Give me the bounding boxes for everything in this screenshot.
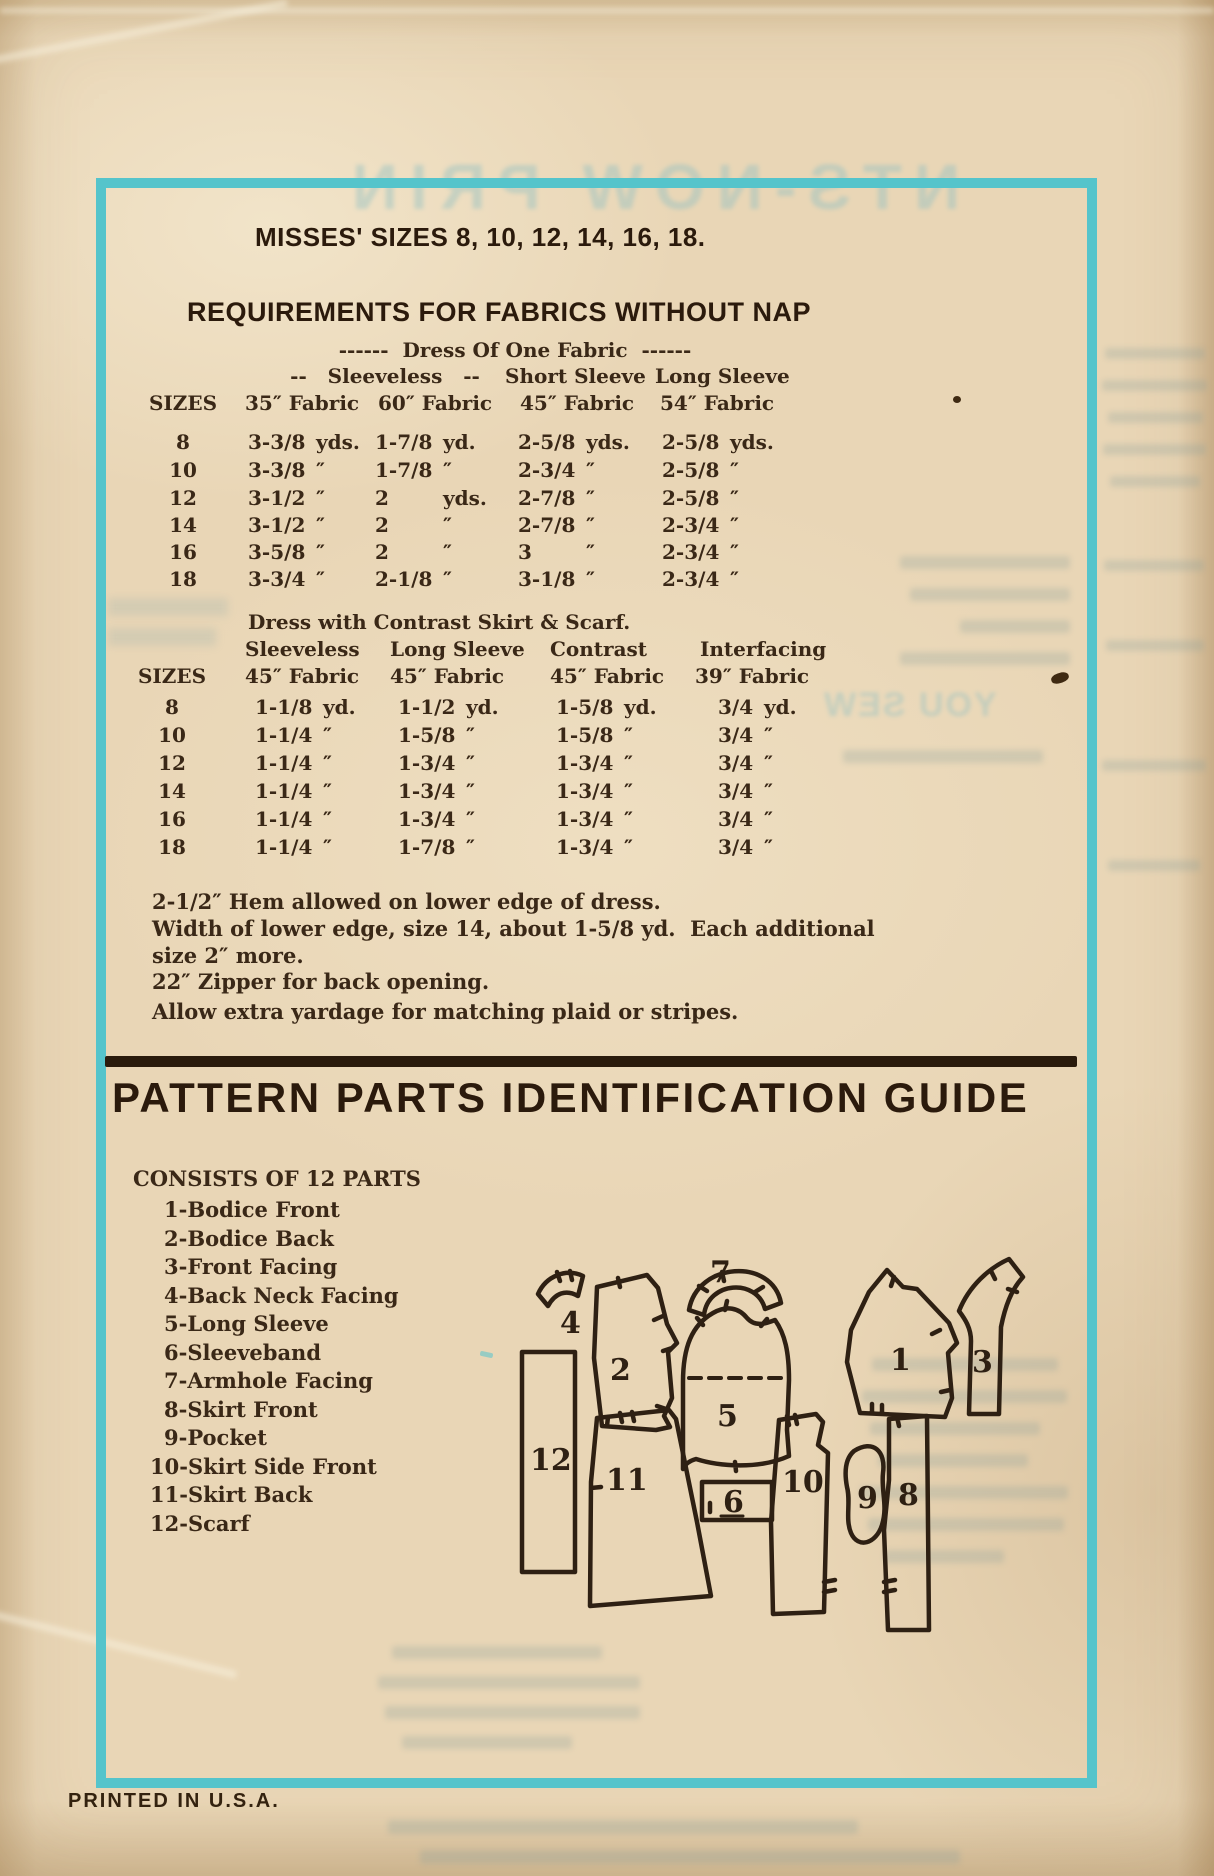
yardage-cell: 2 ″ [375,540,452,564]
sizes-heading: MISSES' SIZES 8, 10, 12, 14, 16, 18. [255,222,706,252]
pattern-piece-3-outline [959,1259,1023,1414]
table-row [0,486,1100,512]
contrast-table-column-headers [0,664,1100,690]
yardage-cell: 1-3/4 ″ [398,807,475,831]
col-header-45-fabric: 45″ Fabric [390,664,505,688]
yardage-cell: 2-5/8 yds. [662,430,774,454]
piece-label-9: 9 [857,1481,878,1516]
yardage-cell: 1-1/8 yd. [255,695,356,719]
pattern-piece-11-outline [590,1410,711,1606]
contrast-table-group-headers [0,637,1100,663]
size-cell: 10 [169,458,197,482]
requirements-heading: REQUIREMENTS FOR FABRICS WITHOUT NAP [187,297,811,327]
piece-label-1: 1 [890,1343,911,1378]
yardage-cell: 3/4 ″ [718,723,773,747]
table-row [0,458,1100,484]
yardage-cell: 1-7/8 ″ [375,458,452,482]
part-item: 3-Front Facing [164,1254,338,1279]
consists-line: CONSISTS OF 12 PARTS [133,1166,421,1191]
part-item: 6-Sleeveband [164,1340,321,1365]
part-item: 7-Armhole Facing [164,1368,373,1393]
ghost-bar [1102,380,1207,391]
part-item: 9-Pocket [164,1425,267,1450]
yardage-cell: 1-3/4 ″ [556,835,633,859]
yardage-cell: 1-7/8 yd. [375,430,476,454]
yardage-cell: 1-1/2 yd. [398,695,499,719]
yardage-cell: 3-3/4 ″ [248,567,325,591]
table-row [0,779,1100,805]
part-item: 2-Bodice Back [164,1226,334,1251]
piece-label-5: 5 [717,1399,738,1434]
showthrough-text: YOU SEW [822,686,997,724]
col-header-35-fabric: 35″ Fabric [245,391,360,415]
yardage-cell: 3-1/2 ″ [248,513,325,537]
col-header-45-fabric: 45″ Fabric [245,664,360,688]
ghost-bar [1106,640,1204,651]
ghost-bar [420,1850,960,1864]
yardage-cell: 2-5/8 ″ [662,486,739,510]
yardage-cell: 2-5/8 ″ [662,458,739,482]
col-header-sizes: SIZES [148,391,218,415]
yardage-cell: 3/4 ″ [718,835,773,859]
size-cell: 16 [169,540,197,564]
piece-label-8: 8 [898,1478,919,1513]
group-header-sleeveless: Sleeveless [245,637,360,661]
pattern-piece-10-outline [771,1414,835,1614]
note-zipper: 22″ Zipper for back opening. [152,969,490,994]
yardage-cell: 3-1/8 ″ [518,567,595,591]
paper-crease [0,8,1214,13]
part-item: 4-Back Neck Facing [164,1283,399,1308]
table-row [0,430,1100,456]
size-cell: 12 [158,751,186,775]
yardage-cell: 3/4 ″ [718,779,773,803]
group-header-interfacing: Interfacing [700,637,827,661]
piece-label-6: 6 [723,1485,744,1520]
part-item: 1-Bodice Front [164,1197,340,1222]
yardage-cell: 2 yds. [375,486,487,510]
table-row [0,751,1100,777]
col-header-60-fabric: 60″ Fabric [378,391,493,415]
yardage-cell: 3-5/8 ″ [248,540,325,564]
piece-label-2: 2 [610,1353,631,1388]
table-row [0,513,1100,539]
ghost-bar [1108,860,1200,871]
size-cell: 14 [158,779,186,803]
col-header-45-fabric: 45″ Fabric [550,664,665,688]
divider-rule [105,1056,1077,1067]
piece-label-12: 12 [530,1443,572,1478]
col-header-54-fabric: 54″ Fabric [660,391,775,415]
yardage-cell: 1-3/4 ″ [556,779,633,803]
yardage-cell: 3/4 yd. [718,695,797,719]
yardage-cell: 1-1/4 ″ [255,807,332,831]
table-row [0,567,1100,593]
printed-in-usa: PRINTED IN U.S.A. [68,1790,280,1812]
pattern-piece-5-outline [683,1301,789,1471]
yardage-cell: 3/4 ″ [718,751,773,775]
table-row [0,835,1100,861]
yardage-cell: 2 ″ [375,513,452,537]
part-item: 8-Skirt Front [164,1397,318,1422]
piece-label-10: 10 [782,1465,824,1500]
yardage-cell: 2-1/8 ″ [375,567,452,591]
col-header-39-fabric: 39″ Fabric [695,664,810,688]
yardage-cell: 1-1/4 ″ [255,723,332,747]
ghost-bar [1110,476,1200,487]
part-item: 5-Long Sleeve [164,1311,329,1336]
pattern-pieces-diagram [420,1230,1080,1650]
guide-heading: PATTERN PARTS IDENTIFICATION GUIDE [112,1074,1030,1121]
fabric-table-group-headers [0,364,1100,390]
group-header-long-sleeve: Long Sleeve [655,364,790,388]
yardage-cell: 1-3/4 ″ [556,807,633,831]
yardage-cell: 1-5/8 ″ [398,723,475,747]
table-row [0,695,1100,721]
fabric-table-column-headers [0,391,1100,417]
yardage-cell: 2-3/4 ″ [662,567,739,591]
pattern-piece-2-outline [594,1275,677,1430]
note-hem: 2-1/2″ Hem allowed on lower edge of dress. [152,889,661,914]
size-cell: 10 [158,723,186,747]
yardage-cell: 1-3/4 ″ [398,751,475,775]
pattern-piece-8-outline [884,1416,929,1630]
part-item: 11-Skirt Back [150,1482,313,1507]
note-plaid: Allow extra yardage for matching plaid or stripes. [152,999,739,1024]
group-header-long-sleeve: Long Sleeve [390,637,525,661]
yardage-cell: 1-7/8 ″ [398,835,475,859]
yardage-cell: 2-5/8 yds. [518,430,630,454]
size-cell: 18 [169,567,197,591]
yardage-cell: 1-1/4 ″ [255,751,332,775]
size-cell: 18 [158,835,186,859]
yardage-cell: 1-5/8 ″ [556,723,633,747]
piece-label-4: 4 [560,1306,581,1341]
yardage-cell: 2-3/4 ″ [662,540,739,564]
ghost-bar [388,1820,858,1834]
size-cell: 12 [169,486,197,510]
ghost-bar [1102,760,1206,771]
yardage-cell: 3-3/8 ″ [248,458,325,482]
note-width-1: Width of lower edge, size 14, about 1-5/8 yd. Each additional [152,916,875,941]
part-item: 12-Scarf [150,1511,250,1536]
size-cell: 16 [158,807,186,831]
size-cell: 8 [176,430,190,454]
yardage-cell: 3-3/8 yds. [248,430,360,454]
yardage-cell: 2-7/8 ″ [518,513,595,537]
group-header-contrast: Contrast [550,637,648,661]
table-row [0,807,1100,833]
size-cell: 8 [165,695,179,719]
ghost-bar [1104,560,1204,571]
yardage-cell: 1-3/4 ″ [556,751,633,775]
yardage-cell: 2-3/4 ″ [662,513,739,537]
pattern-piece-4-outline [538,1271,583,1306]
part-item: 10-Skirt Side Front [150,1454,377,1479]
group-header-short-sleeve: Short Sleeve [505,364,646,388]
yardage-cell: 3 ″ [518,540,595,564]
col-header-45-fabric: 45″ Fabric [520,391,635,415]
piece-label-7: 7 [710,1255,731,1290]
table-row [0,540,1100,566]
yardage-cell: 1-1/4 ″ [255,779,332,803]
piece-label-3: 3 [972,1345,993,1380]
col-header-sizes: SIZES [137,664,207,688]
contrast-table-title: Dress with Contrast Skirt & Scarf. [248,610,631,634]
piece-label-11: 11 [606,1463,648,1498]
yardage-cell: 3/4 ″ [718,807,773,831]
yardage-cell: 1-5/8 yd. [556,695,657,719]
showthrough-text: NTS-NOW PRIN [339,151,961,223]
yardage-cell: 2-3/4 ″ [518,458,595,482]
group-header-sleeveless: -- Sleeveless -- [290,364,480,388]
ghost-bar [1108,412,1203,423]
ghost-bar [1103,444,1206,455]
fabric-table-title: ------ Dress Of One Fabric ------ [338,338,692,362]
ghost-bar [1105,348,1205,359]
yardage-cell: 1-3/4 ″ [398,779,475,803]
yardage-cell: 3-1/2 ″ [248,486,325,510]
note-width-2: size 2″ more. [152,943,304,968]
size-cell: 14 [169,513,197,537]
yardage-cell: 2-7/8 ″ [518,486,595,510]
yardage-cell: 1-1/4 ″ [255,835,332,859]
table-row [0,723,1100,749]
